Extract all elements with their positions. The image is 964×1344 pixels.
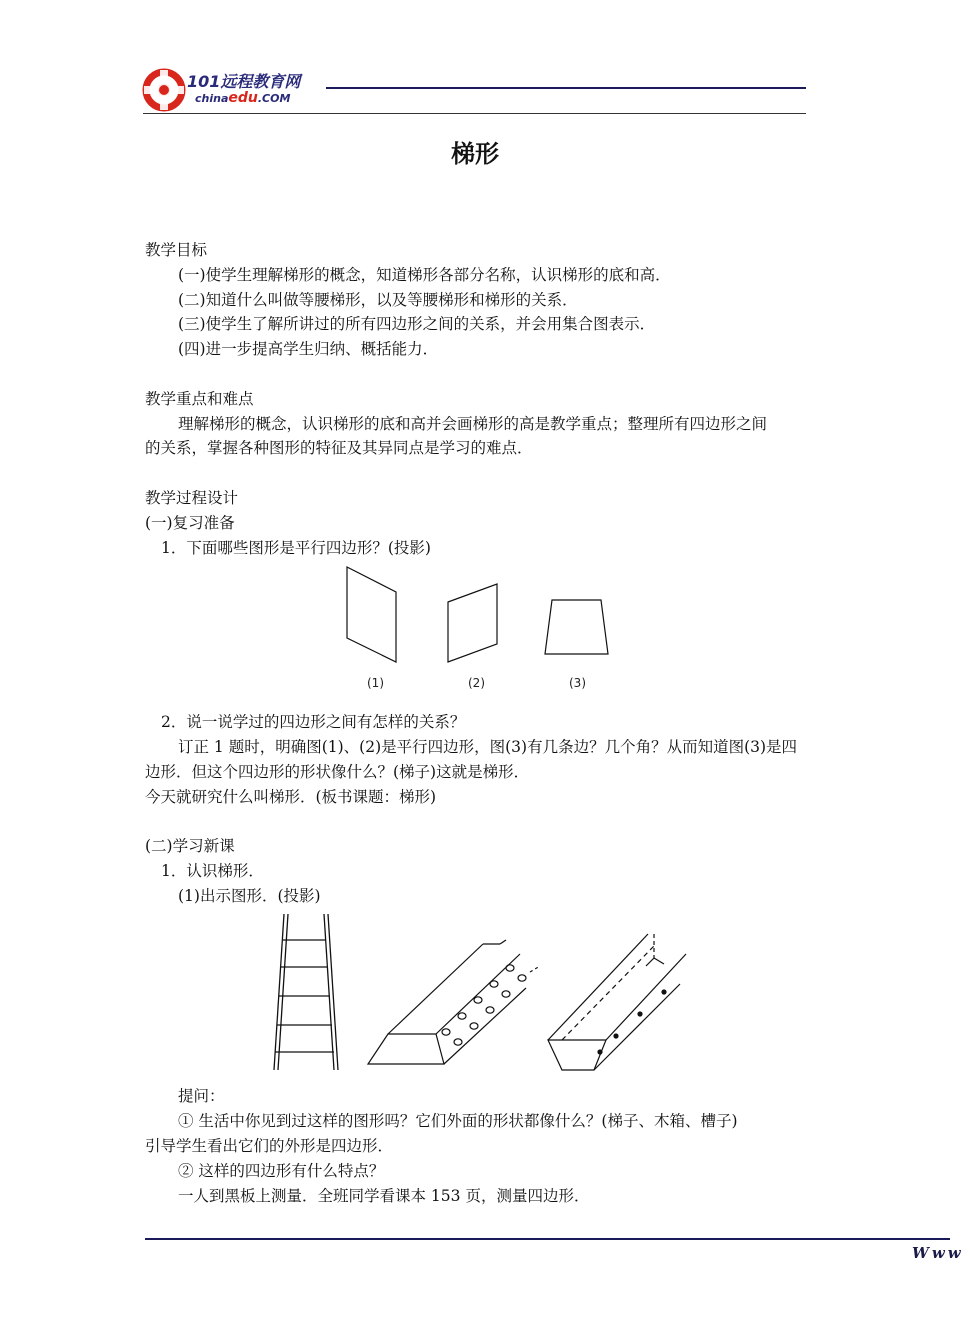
goals-heading: 教学目标 — [145, 241, 208, 259]
header-logo — [143, 68, 323, 112]
today-text: 今天就研究什么叫梯形．(板书课题：梯形) — [145, 788, 437, 806]
correction-text-2: 边形．但这个四边形的形状像什么？(梯子)这就是梯形． — [145, 763, 530, 781]
question-2: 2．说一说学过的四边形之间有怎样的关系？ — [161, 713, 466, 731]
new-lesson-heading: (二)学习新课 — [145, 837, 235, 855]
figure-caption: (2) — [468, 676, 485, 690]
keypoints-text-1: 理解梯形的概念，认识梯形的底和高并会画梯形的高是教学重点；整理所有四边形之间 — [178, 415, 768, 433]
ask-item-2: ② 这样的四边形有什么特点？ — [178, 1162, 385, 1180]
trough-illustration — [548, 934, 686, 1070]
ask-item-1-follow: 引导学生看出它们的外形是四边形． — [145, 1137, 394, 1155]
header-rule-top — [326, 87, 806, 89]
goal-item: (二)知道什么叫做等腰梯形，以及等腰梯形和梯形的关系． — [178, 291, 578, 309]
new-lesson-item-1: 1．认识梯形． — [161, 862, 264, 880]
logo-en-suffix: .COM — [257, 92, 291, 105]
correction-text-1: 订正 1 题时，明确图(1)、(2)是平行四边形，图(3)有几条边？几个角？从而知道图(3)是四 — [178, 738, 798, 756]
logo-cn-text: 101远程教育网 — [187, 72, 301, 91]
real-object-illustrations — [268, 912, 708, 1072]
figure-trapezoid-3 — [545, 600, 608, 654]
ask-item-2-follow: 一人到黑板上测量．全班同学看课本 153 页，测量四边形． — [178, 1187, 590, 1205]
review-heading: (一)复习准备 — [145, 514, 235, 532]
ask-item-1: ① 生活中你见到过这样的图形吗？它们外面的形状都像什么？(梯子、木箱、槽子) — [178, 1112, 738, 1130]
keypoints-text-2: 的关系，掌握各种图形的特征及其异同点是学习的难点． — [145, 439, 533, 457]
goal-item: (四)进一步提高学生归纳、概括能力． — [178, 340, 439, 358]
footer-www: Www — [912, 1244, 964, 1262]
logo-en-brand: edu — [228, 90, 258, 106]
page-title: 梯形 — [451, 140, 499, 168]
ladder-illustration — [274, 914, 338, 1070]
ask-heading: 提问： — [178, 1087, 225, 1105]
logo-en-prefix: china — [195, 92, 229, 105]
goal-item: (一)使学生理解梯形的概念，知道梯形各部分名称，认识梯形的底和高． — [178, 266, 671, 284]
footer-rule — [145, 1238, 950, 1240]
process-heading: 教学过程设计 — [145, 489, 239, 507]
new-lesson-item-1-sub: (1)出示图形．(投影) — [178, 887, 321, 905]
keypoints-heading: 教学重点和难点 — [145, 390, 254, 408]
quadrilateral-figures — [330, 562, 630, 692]
figure-parallelogram-2 — [448, 584, 497, 662]
question-1: 1．下面哪些图形是平行四边形？(投影) — [161, 539, 431, 557]
header-rule-bottom — [143, 113, 806, 114]
figure-parallelogram-1 — [347, 567, 396, 662]
figure-caption: (3) — [569, 676, 586, 690]
logo-mark-icon — [143, 68, 187, 112]
box-illustration — [368, 940, 540, 1064]
goal-item: (三)使学生了解所讲过的所有四边形之间的关系，并会用集合图表示． — [178, 315, 656, 333]
logo-en-text — [195, 90, 290, 106]
figure-caption: (1) — [367, 676, 384, 690]
